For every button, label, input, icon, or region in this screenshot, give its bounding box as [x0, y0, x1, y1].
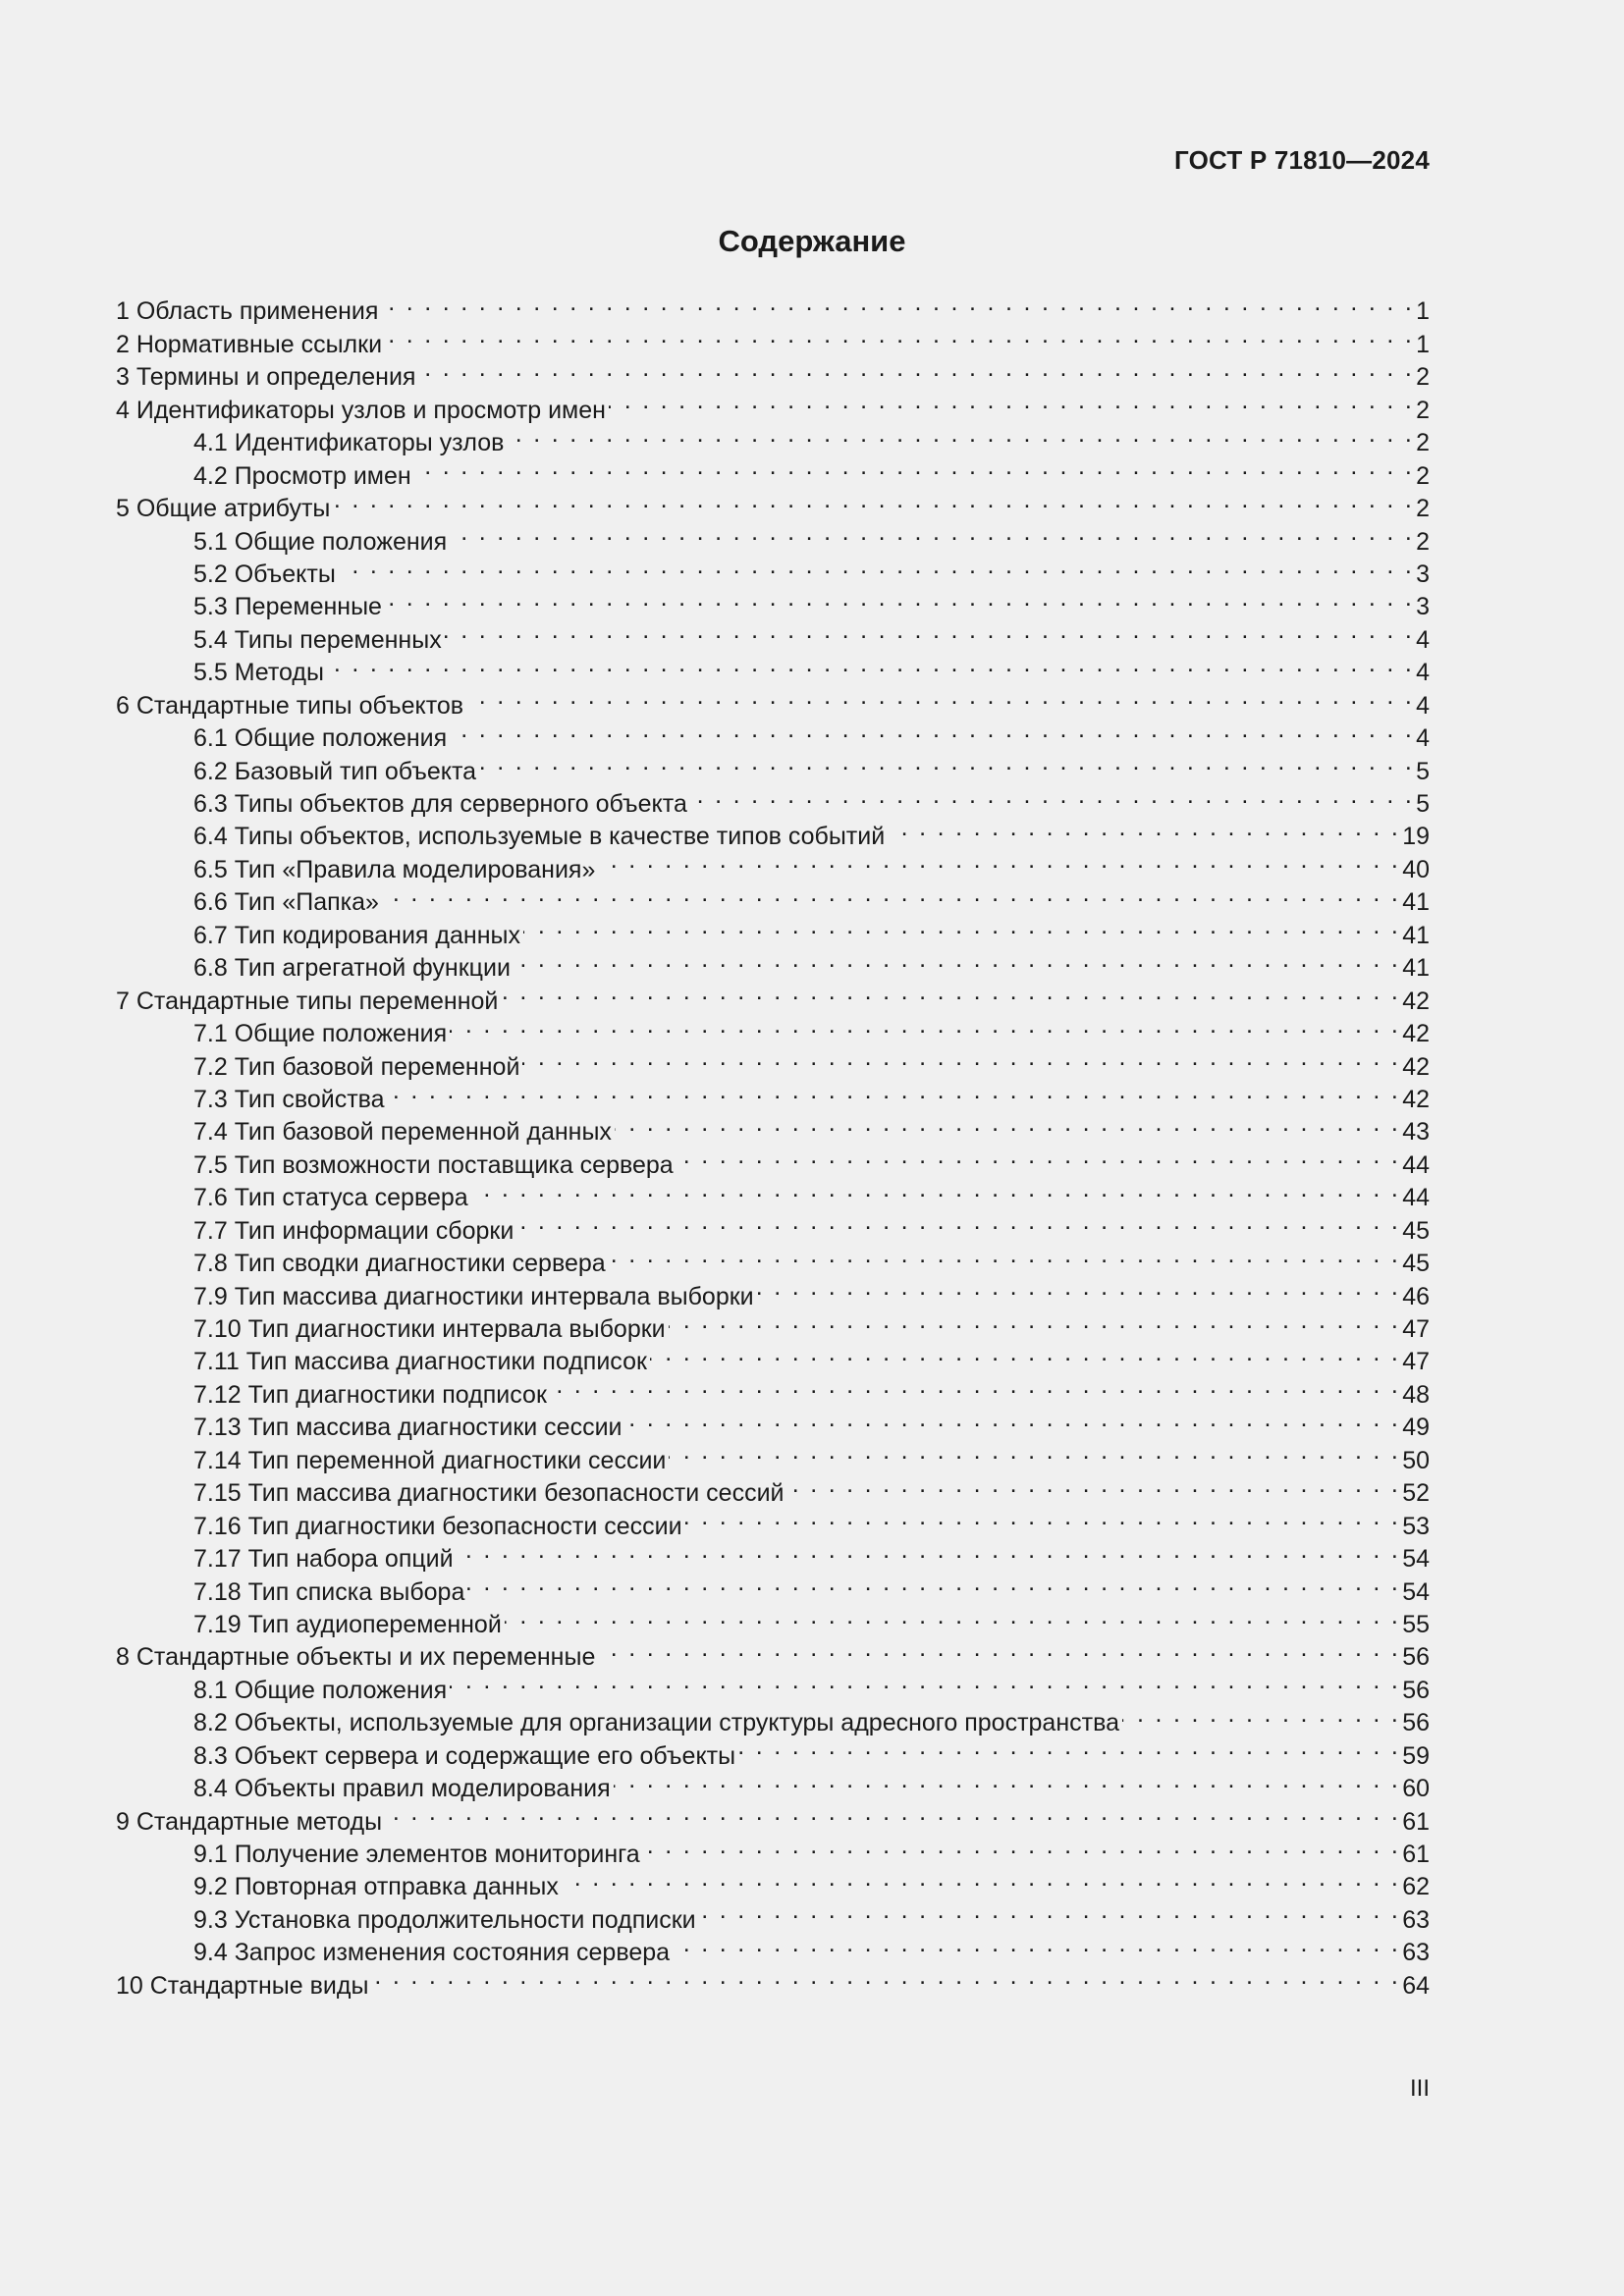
toc-entry-page: 2	[1416, 461, 1430, 490]
toc-entry-title: 6.8 Тип агрегатной функции	[193, 954, 511, 983]
toc-entry-page: 40	[1402, 855, 1430, 883]
toc-dot-leader	[385, 319, 1414, 351]
toc-dot-leader	[450, 1665, 1400, 1697]
toc-entry-page: 45	[1402, 1216, 1430, 1245]
toc-dot-leader	[609, 385, 1414, 417]
toc-dot-leader	[609, 1239, 1401, 1271]
toc-dot-leader	[388, 1075, 1401, 1107]
toc-dot-leader	[562, 1862, 1400, 1895]
toc-entry-title: 8.1 Общие положения	[193, 1676, 448, 1704]
toc-entry-page: 62	[1402, 1873, 1430, 1901]
toc-dot-leader	[615, 1107, 1400, 1140]
toc-entry-title: 6.1 Общие положения	[193, 724, 448, 753]
toc-entry-title: 6.2 Базовый тип объекта	[193, 757, 477, 785]
toc-entry-title: 5.1 Общие положения	[193, 527, 448, 556]
toc-entry-page: 42	[1402, 1052, 1430, 1081]
toc-entry-page: 60	[1402, 1775, 1430, 1803]
toc-entry-title: 7.1 Общие положения	[193, 1020, 448, 1048]
toc-entry-page: 50	[1402, 1446, 1430, 1474]
toc-entry-title: 6.5 Тип «Правила моделирования»	[193, 855, 596, 883]
toc-entry-page: 44	[1402, 1150, 1430, 1179]
toc-dot-leader	[414, 451, 1414, 483]
toc-entry-title: 7.18 Тип списка выбора	[193, 1577, 465, 1606]
toc-entry-title: 7.8 Тип сводки диагностики сервера	[193, 1250, 606, 1278]
toc-dot-leader	[614, 1764, 1401, 1796]
toc-entry-page: 42	[1402, 987, 1430, 1015]
toc-entry-title: 6.4 Типы объектов, используемые в качестве типов событий	[193, 823, 886, 851]
toc-entry-page: 64	[1402, 1971, 1430, 2000]
toc-entry-page: 61	[1402, 1807, 1430, 1836]
toc-dot-leader	[445, 614, 1414, 647]
toc-dot-leader	[650, 1337, 1400, 1369]
toc-entry-page: 4	[1416, 659, 1430, 687]
toc-dot-leader	[673, 1928, 1400, 1960]
toc-entry-page: 47	[1402, 1315, 1430, 1343]
toc-entry-title: 7.10 Тип диагностики интервала выборки	[193, 1315, 666, 1343]
toc-dot-leader	[501, 976, 1400, 1008]
toc-entry-title: 8.2 Объекты, используемые для организации структуры адресного пространства	[193, 1709, 1119, 1737]
toc-entry-title: 7.12 Тип диагностики подписок	[193, 1380, 547, 1409]
toc-entry-title: 7.16 Тип диагностики безопасности сессии	[193, 1512, 682, 1540]
toc-entry-title: 9.2 Повторная отправка данных	[193, 1873, 559, 1901]
toc-entry-page: 56	[1402, 1643, 1430, 1672]
toc-entry-title: 10 Стандартные виды	[116, 1971, 369, 2000]
toc-entry-page: 56	[1402, 1709, 1430, 1737]
toc-entry-page: 3	[1416, 593, 1430, 621]
toc-dot-leader	[471, 1173, 1401, 1205]
toc-entry-title: 3 Термины и определения	[116, 363, 416, 392]
toc-dot-leader	[450, 1009, 1400, 1041]
toc-dot-leader	[514, 943, 1400, 976]
toc-dot-leader	[467, 1567, 1400, 1599]
toc-entry-title: 5 Общие атрибуты	[116, 495, 331, 523]
toc-entry-title: 7.2 Тип базовой переменной	[193, 1052, 520, 1081]
toc-entry-page: 3	[1416, 560, 1430, 588]
toc-entry-page: 42	[1402, 1085, 1430, 1113]
toc-entry-title: 7 Стандартные типы переменной	[116, 987, 499, 1015]
toc-dot-leader	[677, 1140, 1400, 1172]
toc-entry-page: 63	[1402, 1905, 1430, 1934]
toc-dot-leader	[669, 1435, 1400, 1468]
toc-dot-leader	[522, 1041, 1400, 1074]
toc-entry-title: 7.19 Тип аудиопеременной	[193, 1610, 502, 1638]
toc-entry-page: 41	[1402, 954, 1430, 983]
toc-entry-title: 6.3 Типы объектов для серверного объекта	[193, 790, 687, 818]
toc-entry-page: 5	[1416, 790, 1430, 818]
toc-entry-page: 54	[1402, 1545, 1430, 1574]
toc-entry-page: 47	[1402, 1348, 1430, 1376]
toc-dot-leader	[643, 1830, 1401, 1862]
toc-entry-title: 4.2 Просмотр имен	[193, 461, 411, 490]
toc-entry-page: 63	[1402, 1939, 1430, 1967]
toc-dot-leader	[523, 910, 1400, 942]
toc-entry-title: 7.11 Тип массива диагностики подписок	[193, 1348, 647, 1376]
toc-dot-leader	[333, 484, 1414, 516]
toc-dot-leader	[598, 844, 1400, 877]
toc-dot-leader	[787, 1468, 1401, 1501]
toc-entry-title: 8.3 Объект сервера и содержащие его объекты	[193, 1741, 736, 1770]
toc-entry-page: 43	[1402, 1118, 1430, 1147]
toc-title: Содержание	[718, 224, 906, 258]
toc-dot-leader	[625, 1403, 1401, 1435]
toc-entry-title: 7.3 Тип свойства	[193, 1085, 385, 1113]
toc-dot-leader	[690, 779, 1414, 812]
toc-entry-page: 45	[1402, 1250, 1430, 1278]
document-code-header: ГОСТ Р 71810—2024	[1174, 145, 1430, 175]
toc-entry-page: 4	[1416, 625, 1430, 654]
toc-dot-leader	[479, 746, 1414, 778]
toc-entry-page: 2	[1416, 429, 1430, 457]
toc-entry-title: 7.4 Тип базовой переменной данных	[193, 1118, 612, 1147]
toc-entry-page: 44	[1402, 1184, 1430, 1212]
toc-dot-leader	[385, 1796, 1400, 1829]
toc-dot-leader	[738, 1731, 1400, 1763]
toc-entry-page: 41	[1402, 888, 1430, 917]
toc-entry-page: 2	[1416, 396, 1430, 424]
toc-entry-title: 1 Область применения	[116, 297, 379, 326]
toc-entry-page: 2	[1416, 527, 1430, 556]
toc-entry-page: 4	[1416, 691, 1430, 720]
toc-entry-page: 56	[1402, 1676, 1430, 1704]
toc-entry-title: 7.5 Тип возможности поставщика сервера	[193, 1150, 674, 1179]
toc-entry-page: 53	[1402, 1512, 1430, 1540]
toc-dot-leader	[381, 287, 1414, 319]
toc-entry-page: 42	[1402, 1020, 1430, 1048]
toc-entry-title: 9.1 Получение элементов мониторинга	[193, 1841, 640, 1868]
toc-entry-title: 7.9 Тип массива диагностики интервала выборки	[193, 1282, 754, 1310]
toc-dot-leader	[516, 1205, 1400, 1238]
toc-entry-title: 6 Стандартные типы объектов	[116, 691, 464, 720]
toc-entry-title: 6.6 Тип «Папка»	[193, 888, 379, 917]
toc-entry-title: 7.7 Тип информации сборки	[193, 1216, 514, 1245]
toc-entry-title: 2 Нормативные ссылки	[116, 330, 383, 358]
toc-entry-page: 48	[1402, 1380, 1430, 1409]
toc-entry-page: 49	[1402, 1414, 1430, 1442]
toc-dot-leader	[685, 1501, 1401, 1533]
toc-dot-leader	[669, 1305, 1401, 1337]
toc-dot-leader	[466, 680, 1414, 713]
toc-dot-leader	[1122, 1698, 1400, 1731]
toc-dot-leader	[457, 1534, 1401, 1567]
toc-entry-page: 2	[1416, 363, 1430, 392]
toc-entry-page: 54	[1402, 1577, 1430, 1606]
toc-entry-page: 5	[1416, 757, 1430, 785]
toc-dot-leader	[699, 1895, 1401, 1927]
toc-dot-leader	[507, 418, 1414, 451]
toc-dot-leader	[757, 1271, 1401, 1304]
toc-entry-title: 8 Стандартные объекты и их переменные	[116, 1643, 596, 1672]
toc-dot-leader	[418, 352, 1414, 385]
toc-dot-leader	[371, 1960, 1400, 1993]
toc-entry-title: 4.1 Идентификаторы узлов	[193, 429, 505, 457]
toc-entry-page: 61	[1402, 1841, 1430, 1868]
toc-entry-title: 9.3 Установка продолжительности подписки	[193, 1905, 696, 1934]
table-of-contents	[116, 287, 1430, 2000]
toc-entry-title: 7.14 Тип переменной диагностики сессии	[193, 1446, 667, 1474]
toc-entry-title: 5.3 Переменные	[193, 593, 382, 621]
toc-dot-leader	[550, 1369, 1400, 1402]
toc-dot-leader	[505, 1600, 1400, 1632]
toc-entry-title: 9 Стандартные методы	[116, 1807, 383, 1836]
toc-entry	[116, 287, 1430, 326]
toc-dot-leader	[385, 582, 1414, 614]
toc-entry-title: 7.15 Тип массива диагностики безопасности сессий	[193, 1479, 785, 1508]
toc-entry-page: 19	[1402, 823, 1430, 851]
toc-entry-title: 7.17 Тип набора опций	[193, 1545, 454, 1574]
toc-entry-title: 9.4 Запрос изменения состояния сервера	[193, 1939, 671, 1967]
toc-dot-leader	[888, 812, 1400, 844]
toc-entry-title: 6.7 Тип кодирования данных	[193, 921, 520, 949]
toc-entry-page: 4	[1416, 724, 1430, 753]
toc-entry-title: 5.4 Типы переменных	[193, 625, 442, 654]
toc-entry-title: 8.4 Объекты правил моделирования	[193, 1775, 611, 1803]
toc-dot-leader	[450, 516, 1414, 549]
toc-dot-leader	[339, 550, 1414, 582]
toc-entry-title: 7.13 Тип массива диагностики сессии	[193, 1414, 623, 1442]
toc-entry-page: 1	[1416, 330, 1430, 358]
toc-entry-title: 4 Идентификаторы узлов и просмотр имен	[116, 396, 606, 424]
toc-dot-leader	[327, 648, 1414, 680]
toc-dot-leader	[598, 1632, 1400, 1665]
page-number: III	[1409, 2075, 1430, 2102]
toc-entry-title: 5.2 Объекты	[193, 560, 336, 588]
toc-entry-page: 2	[1416, 495, 1430, 523]
toc-entry-page: 41	[1402, 921, 1430, 949]
toc-entry-title: 7.6 Тип статуса сервера	[193, 1184, 468, 1212]
toc-entry-page: 59	[1402, 1741, 1430, 1770]
toc-entry-page: 46	[1402, 1282, 1430, 1310]
toc-dot-leader	[382, 878, 1400, 910]
toc-dot-leader	[450, 714, 1414, 746]
toc-entry-page: 55	[1402, 1610, 1430, 1638]
toc-entry-title: 5.5 Методы	[193, 659, 324, 687]
toc-entry-page: 52	[1402, 1479, 1430, 1508]
toc-entry-page: 1	[1416, 297, 1430, 326]
